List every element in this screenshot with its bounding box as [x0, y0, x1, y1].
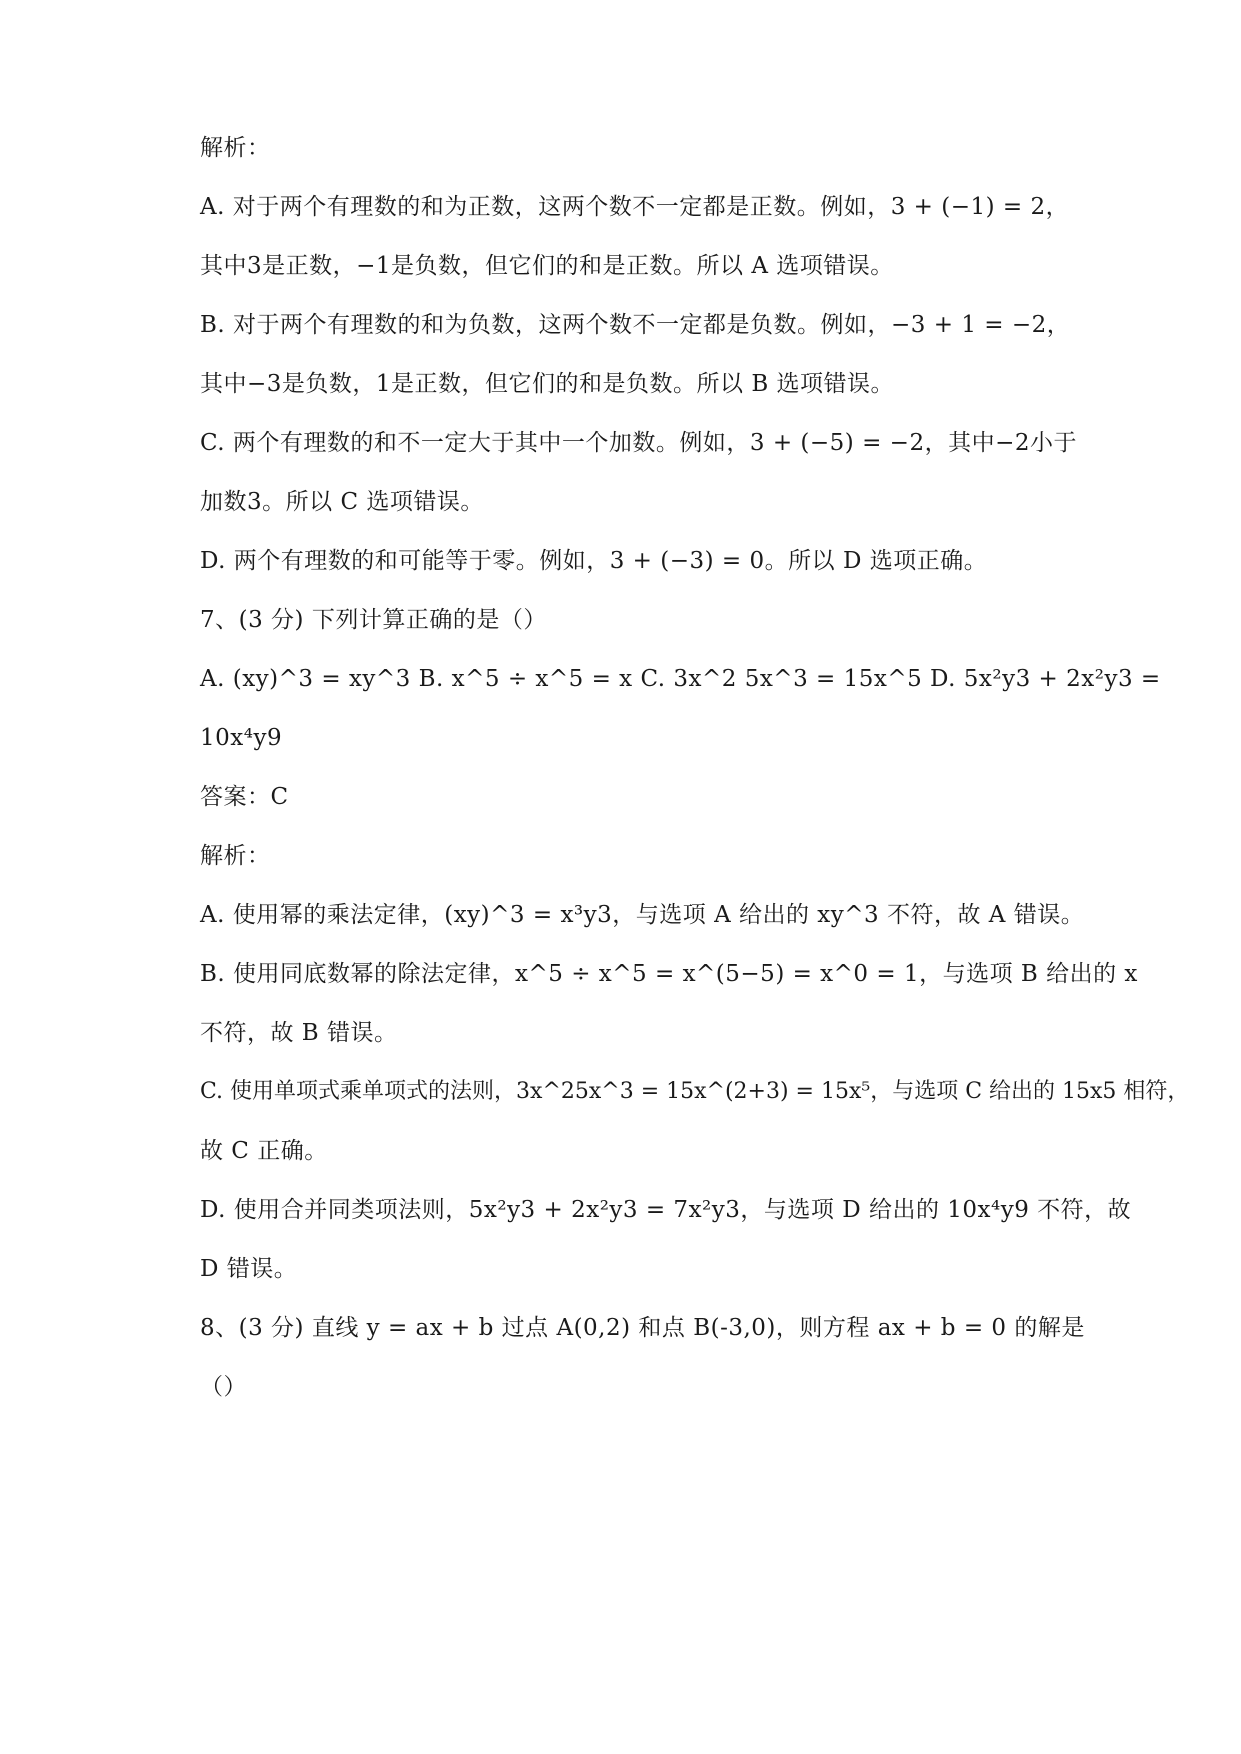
question-7-options: A. (xy)^3 = xy^3 B. x^5 ÷ x^5 = x C. 3x^2 5x^3 = 15x^5 D. 5x²y3 + 2x²y3 =	[200, 666, 1161, 692]
analysis-line-c-2: 加数3。所以 C 选项错误。	[200, 489, 484, 515]
analysis-heading-1: 解析：	[200, 135, 271, 161]
question-7-title: 7、(3 分) 下列计算正确的是（）	[200, 607, 547, 633]
q7-analysis-c-1: C. 使用单项式乘单项式的法则，3x^25x^3 = 15x^(2+3) = 15x⁵，与选项 C 给出的 15x5 相符，	[200, 1079, 1190, 1104]
analysis-line-a-1: A. 对于两个有理数的和为正数，这两个数不一定都是正数。例如，3 + (−1) = 2，	[200, 194, 1070, 220]
question-8-paren: （）	[200, 1374, 247, 1400]
analysis-line-a-2: 其中3是正数，−1是负数，但它们的和是正数。所以 A 选项错误。	[200, 253, 894, 279]
question-7-answer: 答案：C	[200, 784, 289, 810]
question-7-options-cont: 10x⁴y9	[200, 725, 283, 751]
q7-analysis-d-2: D 错误。	[200, 1256, 298, 1282]
q7-analysis-b-2: 不符，故 B 错误。	[200, 1020, 398, 1046]
analysis-line-b-2: 其中−3是负数，1是正数，但它们的和是负数。所以 B 选项错误。	[200, 371, 895, 397]
analysis-line-d: D. 两个有理数的和可能等于零。例如，3 + (−3) = 0。所以 D 选项正确。	[200, 548, 988, 574]
analysis-heading-2: 解析：	[200, 843, 271, 869]
q7-analysis-d-1: D. 使用合并同类项法则，5x²y3 + 2x²y3 = 7x²y3，与选项 D 给出的 10x⁴y9 不符，故	[200, 1197, 1132, 1223]
q7-analysis-c-2: 故 C 正确。	[200, 1138, 328, 1164]
question-8-title: 8、(3 分) 直线 y = ax + b 过点 A(0,2) 和点 B(-3,0)，则方程 ax + b = 0 的解是	[200, 1315, 1085, 1341]
q7-analysis-b-1: B. 使用同底数幂的除法定律，x^5 ÷ x^5 = x^(5−5) = x^0 = 1，与选项 B 给出的 x	[200, 961, 1138, 987]
q7-analysis-a: A. 使用幂的乘法定律，(xy)^3 = x³y3，与选项 A 给出的 xy^3 不符，故 A 错误。	[200, 902, 1085, 928]
analysis-line-b-1: B. 对于两个有理数的和为负数，这两个数不一定都是负数。例如，−3 + 1 = −2，	[200, 312, 1071, 338]
analysis-line-c-1: C. 两个有理数的和不一定大于其中一个加数。例如，3 + (−5) = −2，其中−2小于	[200, 430, 1077, 456]
